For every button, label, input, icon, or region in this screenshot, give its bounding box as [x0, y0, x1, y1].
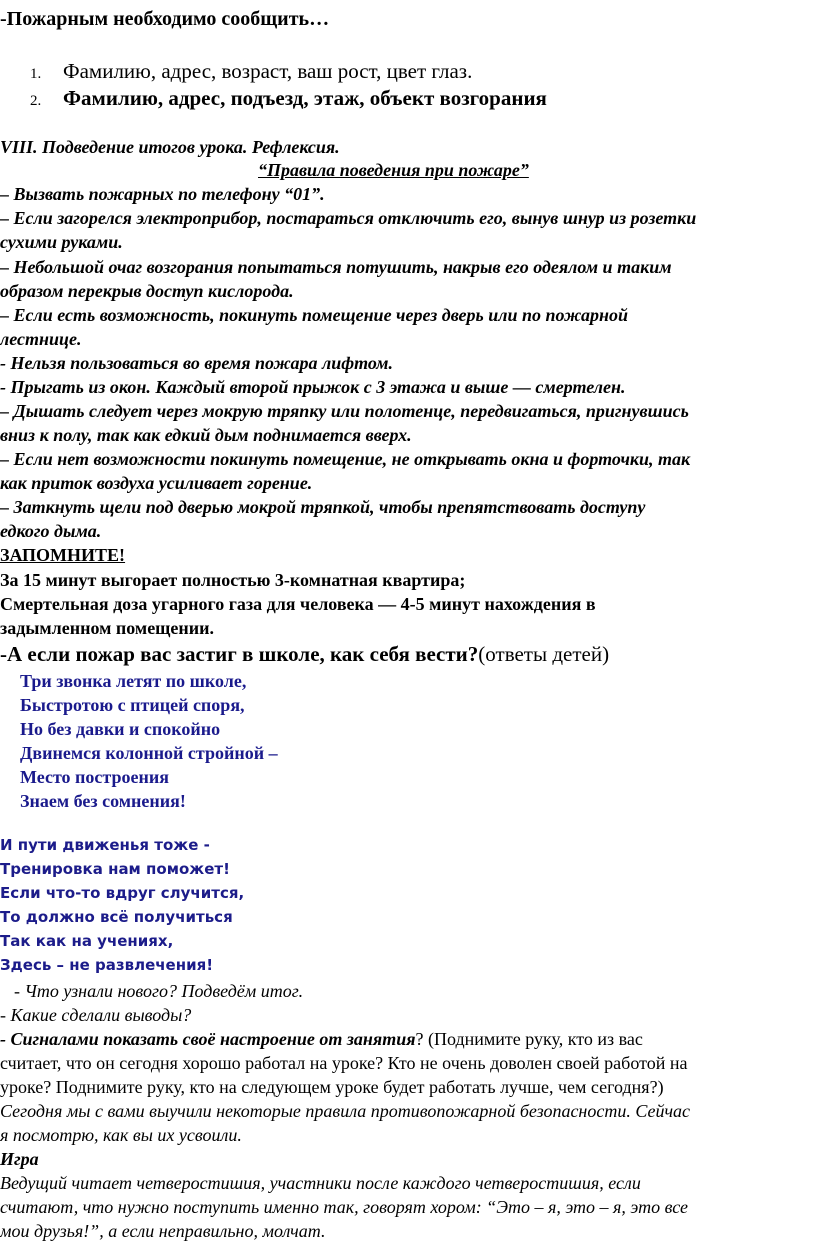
rule-line: - Нельзя пользоваться во время пожара лифтом.	[0, 353, 394, 373]
remember-line: Смертельная доза угарного газа для человека — 4-5 минут нахождения в	[0, 594, 596, 614]
signals-line: считает, что он сегодня хорошо работал на уроке? Кто не очень доволен своей работой на	[0, 1053, 688, 1073]
poem-line: Три звонка летят по школе,	[20, 671, 247, 691]
poem-line: Знаем без сомнения!	[20, 791, 186, 811]
option-text: Фамилию, адрес, подъезд, этаж, объект возгорания	[63, 86, 547, 110]
closing-line: Сегодня мы с вами выучили некоторые правила противопожарной безопасности. Сейчас	[0, 1101, 691, 1121]
remember-title: ЗАПОМНИТЕ!	[0, 545, 126, 565]
poem-line: И пути движенья тоже -	[0, 836, 210, 854]
poem-line: Тренировка нам поможет!	[0, 860, 230, 878]
poem-line: Место построения	[20, 767, 169, 787]
closing-line: я посмотрю, как вы их усвоили.	[0, 1125, 242, 1145]
summary-question: - Какие сделали выводы?	[0, 1005, 192, 1025]
signals-line: уроке? Поднимите руку, кто на следующем уроке будет работать лучше, чем сегодня?)	[0, 1077, 664, 1097]
poem-line: Но без давки и спокойно	[20, 719, 221, 739]
rule-line: едкого дыма.	[0, 521, 102, 541]
poem-line: Быстротою с птицей споря,	[20, 695, 245, 715]
option-text: Фамилию, адрес, возраст, ваш рост, цвет глаз.	[63, 59, 473, 83]
signals-line	[0, 1030, 643, 1048]
question-normal: (ответы детей)	[478, 642, 610, 666]
signals-bold: - Сигналами показать своё настроение от занятия	[0, 1029, 416, 1049]
rule-line: – Если загорелся электроприбор, постараться отключить его, вынув шнур из розетки	[0, 208, 697, 228]
rule-line: – Если есть возможность, покинуть помещение через дверь или по пожарной	[0, 305, 628, 325]
poem-line: Если что-то вдруг случится,	[0, 884, 245, 902]
rule-line: – Дышать следует через мокрую тряпку или полотенце, передвигаться, пригнувшись	[0, 401, 689, 421]
rule-line: лестнице.	[0, 329, 82, 349]
rule-line: – Если нет возможности покинуть помещение, не открывать окна и форточки, так	[0, 449, 691, 469]
game-line: Ведущий читает четверостишия, участники после каждого четверостишия, если	[0, 1173, 641, 1193]
section-title: VIII. Подведение итогов урока. Рефлексия.	[0, 137, 340, 157]
rule-line: - Прыгать из окон. Каждый второй прыжок с 3 этажа и выше — смертелен.	[0, 377, 626, 397]
option-number: 2.	[30, 93, 42, 109]
poem-line: Здесь – не развлечения!	[0, 956, 214, 974]
question-bold: -А если пожар вас застиг в школе, как себя вести?	[0, 642, 479, 666]
rule-line: как приток воздуха усиливает горение.	[0, 473, 313, 493]
rule-line: – Небольшой очаг возгорания попытаться потушить, накрыв его одеялом и таким	[0, 257, 672, 277]
rule-line: – Заткнуть щели под дверью мокрой тряпкой, чтобы препятствовать доступу	[0, 497, 646, 517]
rules-title: “Правила поведения при пожаре”	[258, 160, 529, 180]
rule-line: образом перекрыв доступ кислорода.	[0, 281, 294, 301]
poem-line: Так как на учениях,	[0, 932, 174, 950]
remember-line: задымленном помещении.	[0, 618, 214, 638]
game-line: считают, что нужно поступить именно так, говорят хором: “Это – я, это – я, это все	[0, 1197, 688, 1217]
option-number: 1.	[30, 66, 42, 82]
poem-line: То должно всё получиться	[0, 908, 233, 926]
poem-line: Двинемся колонной стройной –	[20, 743, 278, 763]
rule-line: – Вызвать пожарных по телефону “01”.	[0, 184, 325, 204]
remember-line: За 15 минут выгорает полностью 3-комнатная квартира;	[0, 570, 466, 590]
summary-question: - Что узнали нового? Подведём итог.	[14, 981, 304, 1001]
signals-rest: ? (Поднимите руку, кто из вас	[415, 1029, 643, 1049]
rule-line: вниз к полу, так как едкий дым поднимается вверх.	[0, 425, 412, 445]
header-text: -Пожарным необходимо сообщить…	[0, 8, 330, 30]
game-line: мои друзья!”, а если неправильно, молчат.	[0, 1221, 326, 1241]
rule-line: сухими руками.	[0, 232, 123, 252]
question-line	[0, 644, 609, 665]
game-title: Игра	[0, 1149, 39, 1169]
